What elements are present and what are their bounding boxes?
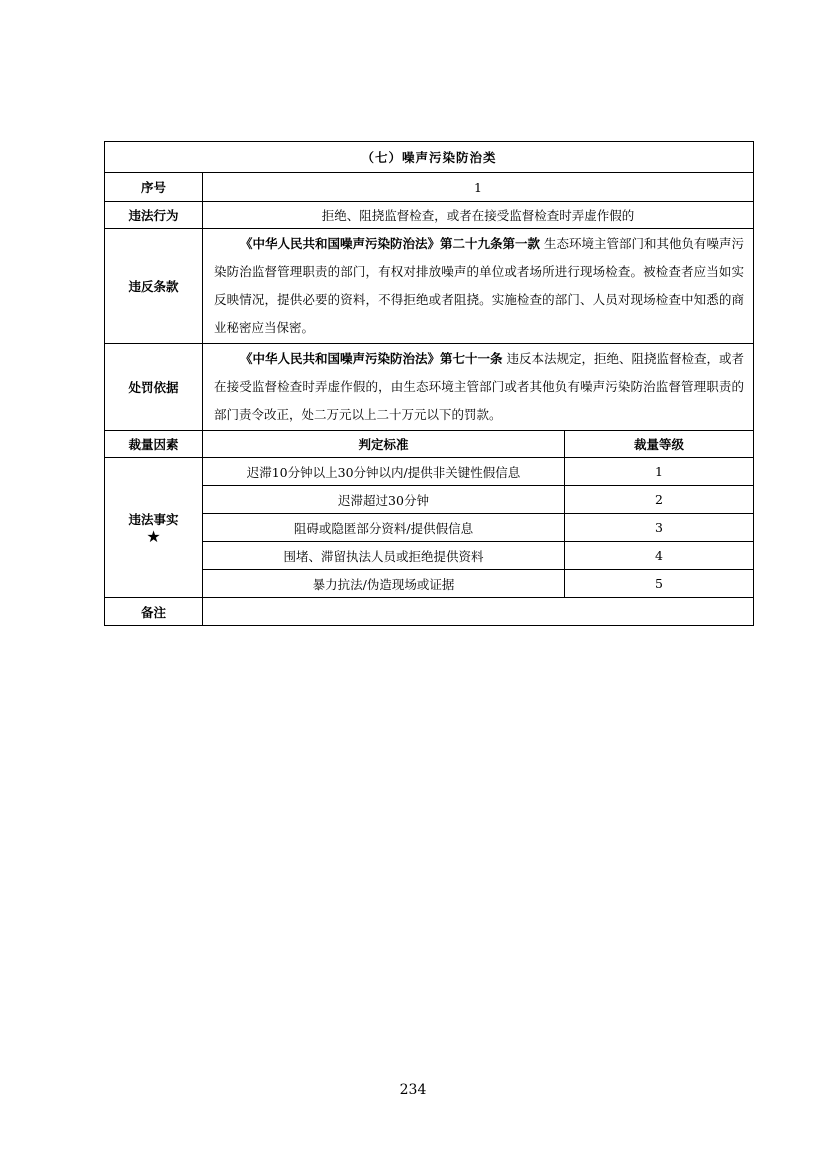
standard-cell: 围堵、滞留执法人员或拒绝提供资料 <box>203 542 565 570</box>
remarks-label: 备注 <box>105 598 203 626</box>
standard-cell: 暴力抗法/伪造现场或证据 <box>203 570 565 598</box>
level-cell: 2 <box>565 486 754 514</box>
standard-cell: 迟滞超过30分钟 <box>203 486 565 514</box>
penalty-content <box>203 344 754 431</box>
penalty-text: 违反本法规定，拒绝、阻挠监督检查，或者在接受监督检查时弄虚作假的，由生态环境主管部门或者其他负有噪声污染防治监督管理职责的部门责令改正，处二万元以上二十万元以下的罚款。 <box>214 351 745 422</box>
table-row <box>105 486 754 514</box>
page-number: 234 <box>399 1082 427 1098</box>
discretion-header-row <box>105 431 754 458</box>
violation-law-reference: 《中华人民共和国噪声污染防治法》第二十九条第一款 <box>240 236 541 251</box>
penalty-row <box>105 344 754 431</box>
standard-header: 判定标准 <box>203 431 565 458</box>
violation-label: 违反条款 <box>105 229 203 344</box>
level-cell: 3 <box>565 514 754 542</box>
violation-content <box>203 229 754 344</box>
factor-label-cell <box>105 458 203 598</box>
level-cell: 1 <box>565 458 754 486</box>
table-row <box>105 458 754 486</box>
table-row <box>105 542 754 570</box>
remarks-value <box>203 598 754 626</box>
title-row <box>105 142 754 173</box>
level-cell: 5 <box>565 570 754 598</box>
level-header: 裁量等级 <box>565 431 754 458</box>
behavior-value: 拒绝、阻挠监督检查，或者在接受监督检查时弄虚作假的 <box>203 202 754 229</box>
penalty-label: 处罚依据 <box>105 344 203 431</box>
table-row <box>105 570 754 598</box>
serial-label: 序号 <box>105 173 203 202</box>
penalty-law-reference: 《中华人民共和国噪声污染防治法》第七十一条 <box>240 351 503 366</box>
factor-header: 裁量因素 <box>105 431 203 458</box>
remarks-row <box>105 598 754 626</box>
behavior-row <box>105 202 754 229</box>
level-cell: 4 <box>565 542 754 570</box>
star-icon: ★ <box>146 526 161 546</box>
violation-row <box>105 229 754 344</box>
serial-value: 1 <box>203 173 754 202</box>
behavior-label: 违法行为 <box>105 202 203 229</box>
noise-pollution-table <box>104 141 754 626</box>
factor-label: 违法事实 <box>128 511 179 527</box>
table-row <box>105 514 754 542</box>
serial-row <box>105 173 754 202</box>
violation-text: 生态环境主管部门和其他负有噪声污染防治监督管理职责的部门，有权对排放噪声的单位或者场所进行现场检查。被检查者应当如实反映情况，提供必要的资料，不得拒绝或者阻挠。实施检查的部门、人员对现场检查中知悉的商业秘密应当保密。 <box>214 236 745 335</box>
standard-cell: 迟滞10分钟以上30分钟以内/提供非关键性假信息 <box>203 458 565 486</box>
table-title: （七）噪声污染防治类 <box>105 142 754 173</box>
standard-cell: 阻碍或隐匿部分资料/提供假信息 <box>203 514 565 542</box>
